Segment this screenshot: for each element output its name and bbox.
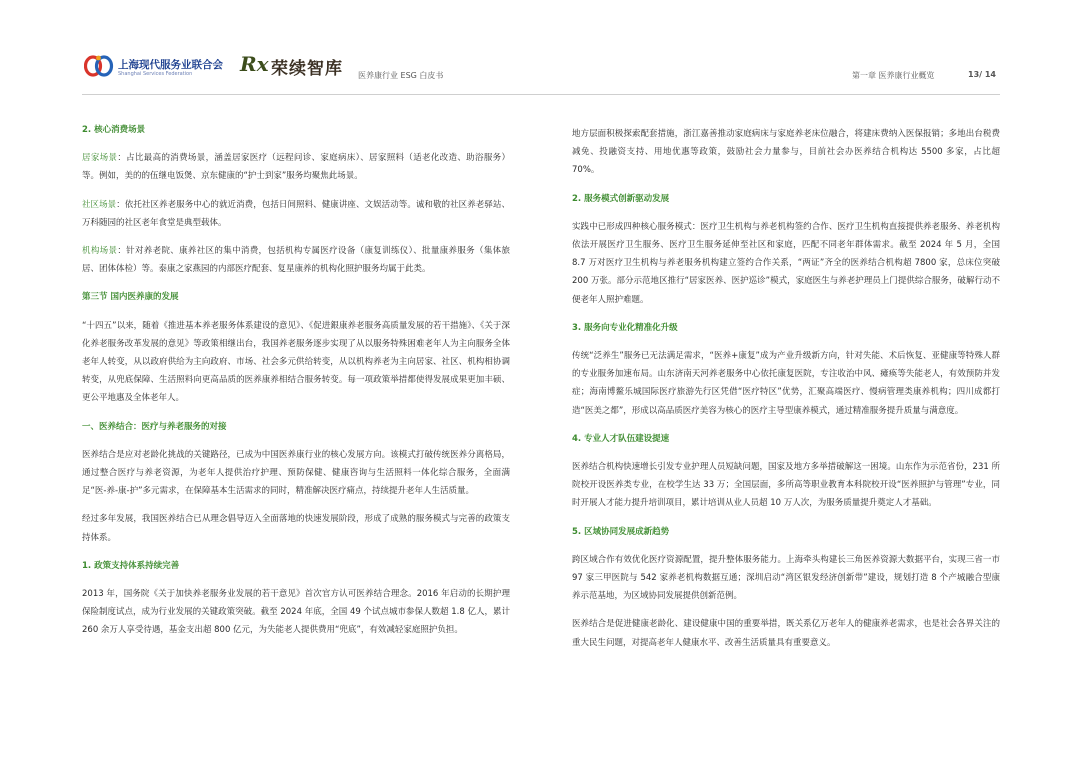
- paragraph-community-scenario: [82, 196, 510, 232]
- text-community: ：依托社区养老服务中心的就近消费，包括日间照料、健康讲座、文娱活动等。诚和敬的社区养老驿站、万科随园的社区老年食堂是典型载体。: [82, 199, 510, 228]
- paragraph-institution-scenario: [82, 242, 510, 278]
- heading-service-mode: 2. 服务模式创新驱动发展: [572, 193, 670, 204]
- federation-name-en: Shanghai Services Federation: [118, 71, 193, 77]
- header-divider: [82, 94, 1000, 95]
- label-community: 社区场景: [82, 199, 117, 210]
- paragraph-home-scenario: [82, 149, 510, 185]
- federation-emblem-icon: [84, 54, 114, 78]
- section-title: 第三节 国内医养康的发展: [82, 292, 179, 303]
- paragraph-local-measures: 地方层面积极探索配套措施，浙江嘉善推动家庭病床与家庭养老床位融合，将建床费纳入医保报销；多地出台税费减免、投融资支持、用地优惠等政策，鼓励社会力量参与，目前社会办医养结合机构达 5500 多家，占比超 70%。: [572, 129, 1000, 176]
- paragraph-integration-progress: 经过多年发展，我国医养结合已从理念倡导迈入全面落地的快速发展阶段，形成了成熟的服务模式与完善的政策支持体系。: [82, 514, 510, 543]
- heading-professionalization: 3. 服务向专业化精准化升级: [572, 322, 678, 333]
- rx-mark-icon: Rx: [240, 52, 269, 76]
- paragraph-policy-support: 2013 年，国务院《关于加快养老服务业发展的若干意见》首次官方认可医养结合理念。2016 年启动的长期护理保险制度试点，成为行业发展的关键政策突破。截至 2024 年底，全国 49 个试点城市参保人数超 1.8 亿人，累计 260 余万人享受待遇，基金支出超 800 亿元，为失能老人提供费用“兜底”，有效减轻家庭照护负担。: [82, 589, 510, 636]
- paragraph-professionalization: 传统“泛养生”服务已无法满足需求，“医养+康复”成为产业升级新方向，针对失能、术后恢复、亚健康等特殊人群的专业服务加速布局。山东济南天河养老服务中心依托康复医院，专注收治中风、瘫痪等失能老人，有效预防并发症；海南博鳌乐城国际医疗旅游先行区凭借“医疗特区”优势，汇聚高端医疗、慢病管理类康养机构；四川成都打造“医美之都”，形成以高品质医疗美容为核心的医疗主导型康养模式，通过精准服务提升质量与满意度。: [572, 351, 1000, 416]
- chapter-title: 第一章 医养康行业概览: [852, 71, 935, 80]
- heading-core-scenarios: 2. 核心消费场景: [82, 125, 146, 135]
- label-institution: 机构场景: [82, 246, 118, 257]
- label-home: 居家场景: [82, 153, 118, 164]
- heading-medical-elderly-integration: 一、医养结合：医疗与养老服务的对接: [82, 421, 227, 432]
- text-home: ：占比最高的消费场景，涵盖居家医疗（远程问诊、家庭病床）、居家照料（适老化改造、助浴服务）等。例如，美的的伍继电饭煲、京东健康的“护士到家”服务均聚焦此场景。: [82, 153, 510, 182]
- page-number: 13/ 14: [968, 70, 996, 79]
- think-tank-logo: [240, 52, 360, 80]
- page-header: [0, 0, 1080, 100]
- think-tank-name: 荣续智库: [271, 59, 343, 79]
- federation-logo: [84, 54, 234, 82]
- heading-talent: 4. 专业人才队伍建设提速: [572, 433, 670, 444]
- document-title: 医养康行业 ESG 白皮书: [358, 71, 444, 80]
- paragraph-talent: 医养结合机构快速增长引发专业护理人员短缺问题，国家及地方多举措破解这一困境。山东作为示范省份，231 所院校开设医养类专业，在校学生达 33 万；全国层面，多所高等职业教育本科院校开设“医养照护与管理”专业，同时开展人才能力提升培训项目，累计培训从业人员超 10 万人次，为服务质量提升奠定人才基础。: [572, 462, 1000, 509]
- paragraph-service-mode: 实践中已形成四种核心服务模式：医疗卫生机构与养老机构签约合作、医疗卫生机构直接提供养老服务、养老机构依法开展医疗卫生服务、医疗卫生服务延伸至社区和家庭，匹配不同老年群体需求。截至 2024 年 5 月，全国 8.7 万对医疗卫生机构与养老服务机构建立签约合作关系，“两证”齐全的医养结合机构超 7800 家，总床位突破 200 万张。部分示范地区推行“居家医养、医护巡诊”模式，家庭医生与养老护理员上门提供综合服务，破解行动不便老年人照护难题。: [572, 221, 1000, 305]
- federation-name-cn: 上海现代服务业联合会: [118, 59, 223, 71]
- left-column: [82, 121, 510, 650]
- paragraph-policy-intro: “十四五”以来，随着《推进基本养老服务体系建设的意见》、《促进銀康养老服务高质量发展的若干措施》、《关于深化养老服务改革发展的意见》等政策相继出台，我国养老服务逐步实现了从以服务特殊困难老年人为主向服务全体老年人转变，从以政府供给为主向政府、市场、社会多元供给转变，从以机构养老为主向居家、社区、机构相协调转变，从兜底保障、生活照料向更高品质的医养康养相结合服务转变。每一项政策举措都使得发展成果更加丰硕、更公平地惠及全体老年人。: [82, 320, 510, 404]
- heading-regional-collaboration: 5. 区域协同发展成新趋势: [572, 526, 670, 537]
- paragraph-regional-collaboration: 跨区域合作有效优化医疗资源配置，提升整体服务能力。上海牵头构建长三角医养资源大数据平台，实现三省一市 97 家三甲医院与 542 家养老机构数据互通；深圳启动“湾区银发经济创新带”建设，规划打造 8 个产城融合型康养示范基地，为区域协同发展提供创新范例。: [572, 554, 1000, 602]
- heading-policy-support: 1. 政策支持体系持续完善: [82, 560, 180, 571]
- paragraph-conclusion: 医养结合是促进健康老龄化、建设健康中国的重要举措，既关系亿万老年人的健康养老需求，也是社会各界关注的重大民生问题，对提高老年人健康水平、改善生活质量具有重要意义。: [572, 619, 1000, 648]
- paragraph-integration-overview: 医养结合是应对老龄化挑战的关键路径，已成为中国医养康行业的核心发展方向。该模式打破传统医养分离格局，通过整合医疗与养老资源，为老年人提供治疗护理、预防保健、健康咨询与生活照料一体化综合服务，全面满足“医-养-康-护”多元需求，在保障基本生活需求的同时，精准解决医疗痛点，持续提升老年人生活质量。: [82, 449, 510, 497]
- text-institution: ：针对养老院、康养社区的集中消费，包括机构专属医疗设备（康复训练仪）、批量康养服务（集体旅居、团体体检）等。泰康之家燕园的内部医疗配套、复星康养的机构化照护服务均属于此类。: [82, 246, 510, 275]
- right-column: [572, 125, 1000, 662]
